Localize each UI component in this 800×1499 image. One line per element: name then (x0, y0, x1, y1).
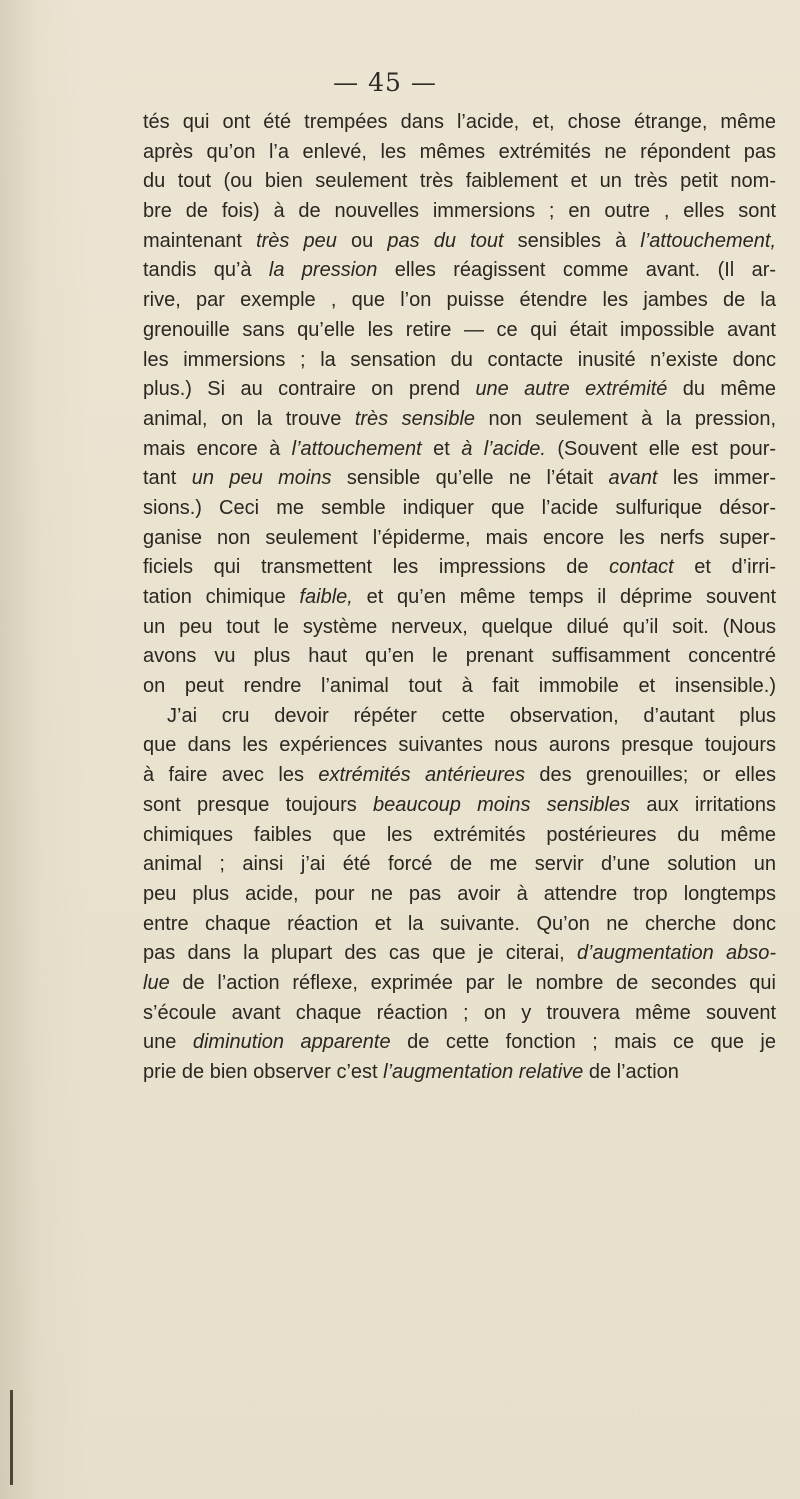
text-span: une (143, 1031, 193, 1054)
body-text (143, 108, 776, 1088)
text-line (143, 435, 776, 465)
text-line (143, 346, 776, 376)
text-span: maintenant (143, 229, 257, 252)
text-span: plus.) Si au contraire on prend (143, 378, 476, 401)
text-span: du tout (ou bien seulement très faiblement et un très petit nom- (143, 170, 776, 193)
text-span: elles réagissent comme avant. (Il ar- (377, 259, 776, 282)
italic-text: très peu (256, 229, 337, 252)
text-span: un peu tout le système nerveux, quelque dilué qu’il soit. (Nous (143, 615, 776, 638)
text-span: sont presque toujours (143, 793, 373, 816)
italic-text: un peu moins (191, 467, 332, 490)
text-span: sensibles à (503, 229, 641, 252)
text-span: rive, par exemple , que l’on puisse étendre les jambes de la (143, 289, 776, 312)
text-line (143, 583, 776, 613)
text-line (143, 1058, 776, 1088)
text-span: tandis qu’à (143, 259, 269, 282)
text-span: avons vu plus haut qu’en le prenant suffisamment concentré (143, 645, 776, 668)
text-line (143, 197, 776, 227)
text-span: ganise non seulement l’épiderme, mais encore les nerfs super- (143, 526, 776, 549)
italic-text: diminution apparente (192, 1031, 391, 1054)
italic-text: pas du tout (387, 229, 504, 252)
text-span: les immer- (657, 467, 776, 490)
text-line (143, 286, 776, 316)
text-line (143, 108, 776, 138)
text-span: s’écoule avant chaque réaction ; on y trouvera même souvent (143, 1001, 776, 1024)
text-span: les immersions ; la sensation du contacte inusité n’existe donc (143, 348, 776, 371)
text-span: non seulement à la pression, (475, 407, 776, 430)
italic-text: extrémités antérieures (318, 764, 526, 787)
italic-text: très sensible (354, 407, 476, 430)
text-span: chimiques faibles que les extrémités postérieures du même (143, 823, 776, 846)
text-span: J’ai cru devoir répéter cette observation, d’autant plus (167, 704, 776, 727)
text-line (143, 702, 776, 732)
italic-text: une autre extrémité (475, 378, 668, 401)
margin-mark (10, 1390, 13, 1485)
text-line (143, 969, 776, 999)
text-span: de cette fonction ; mais ce que je (390, 1031, 776, 1054)
text-line (143, 939, 776, 969)
text-line (143, 138, 776, 168)
text-line (143, 524, 776, 554)
italic-text: faible, (299, 586, 353, 608)
text-line (143, 167, 776, 197)
page-number: — 45 — (333, 68, 437, 97)
text-span: peu plus acide, pour ne pas avoir à attendre trop longtemps (143, 882, 776, 905)
text-line (143, 464, 776, 494)
italic-text: contact (609, 556, 674, 579)
italic-text: avant (608, 467, 658, 490)
text-span: prie de bien observer c’est (143, 1061, 384, 1083)
text-line (143, 910, 776, 940)
text-span: pas dans la plupart des cas que je citerai, (143, 942, 577, 965)
text-span: et (421, 437, 462, 460)
text-line (143, 316, 776, 346)
italic-text: la pression (268, 259, 378, 282)
text-span: que dans les expériences suivantes nous aurons presque toujours (143, 734, 776, 757)
text-span: aux irritations (630, 793, 776, 816)
text-span: après qu’on l’a enlevé, les mêmes extrémités ne répondent pas (143, 140, 776, 163)
text-span: tation chimique (143, 586, 300, 608)
text-line (143, 880, 776, 910)
text-line (143, 672, 776, 702)
italic-text: lue (143, 971, 170, 994)
text-line (143, 375, 776, 405)
text-line (143, 227, 776, 257)
text-span: des grenouilles; or elles (525, 764, 776, 787)
text-span: animal ; ainsi j’ai été forcé de me servir d’une solution un (143, 853, 776, 876)
text-span: on peut rendre l’animal tout à fait immobile et insensible.) (143, 675, 776, 698)
text-span: grenouille sans qu’elle les retire — ce qui était impossible avant (143, 318, 776, 341)
text-span: du même (667, 378, 776, 401)
italic-text: à l’acide. (461, 437, 546, 460)
text-span: bre de fois) à de nouvelles immersions ; en outre , elles sont (143, 200, 776, 223)
text-span: de l’action (583, 1061, 679, 1083)
text-span: et qu’en même temps il déprime souvent (352, 586, 776, 608)
text-span: tant (143, 467, 192, 490)
text-line (143, 999, 776, 1029)
italic-text: l’attouchement, (640, 229, 776, 252)
italic-text: l’attouchement (291, 437, 422, 460)
text-span: de l’action réflexe, exprimée par le nombre de secondes qui (169, 971, 776, 994)
text-line (143, 850, 776, 880)
text-line (143, 821, 776, 851)
italic-text: l’augmentation relative (383, 1061, 584, 1083)
text-span: sensible qu’elle ne l’était (331, 467, 609, 490)
text-span: et d’irri- (673, 556, 776, 579)
text-line (143, 1028, 776, 1058)
text-line (143, 256, 776, 286)
italic-text: d’augmentation abso- (576, 942, 776, 965)
text-span: ficiels qui transmettent les impressions de (143, 556, 610, 579)
text-span: à faire avec les (143, 764, 319, 787)
text-line (143, 494, 776, 524)
italic-text: beaucoup moins sensibles (373, 793, 631, 816)
text-line (143, 791, 776, 821)
text-span: ou (336, 229, 388, 252)
text-span: sions.) Ceci me semble indiquer que l’acide sulfurique désor- (143, 496, 776, 519)
text-line (143, 405, 776, 435)
text-line (143, 731, 776, 761)
text-span: tés qui ont été trempées dans l’acide, et, chose étrange, même (143, 111, 776, 133)
text-line (143, 761, 776, 791)
text-line (143, 613, 776, 643)
text-line (143, 553, 776, 583)
text-span: entre chaque réaction et la suivante. Qu’on ne cherche donc (143, 912, 776, 935)
text-span: animal, on la trouve (143, 407, 355, 430)
text-line (143, 642, 776, 672)
text-span: (Souvent elle est pour- (545, 437, 776, 460)
text-span: mais encore à (143, 437, 292, 460)
